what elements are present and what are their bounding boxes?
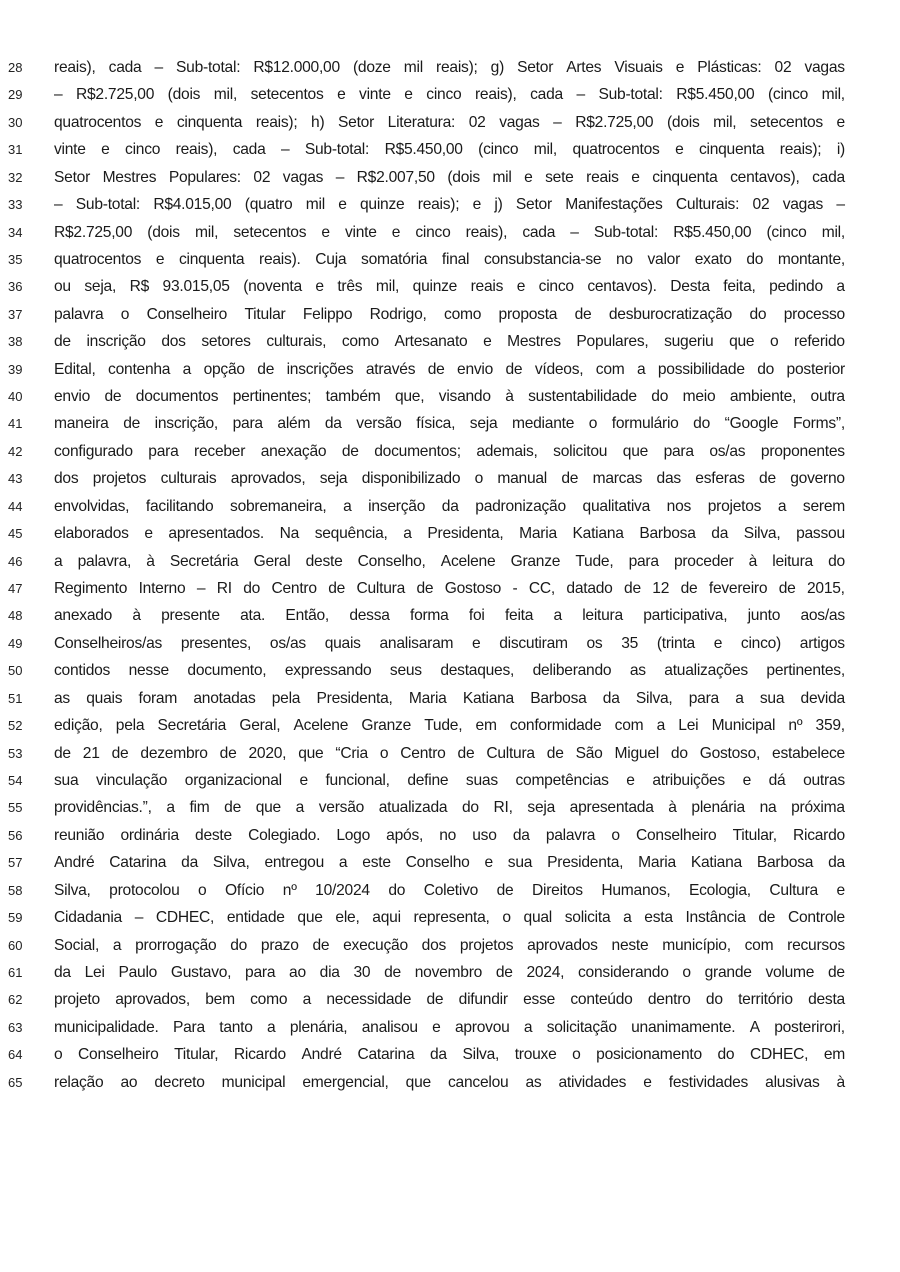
document-line — [0, 688, 900, 715]
document-line — [0, 523, 900, 550]
line-number: 41 — [8, 416, 23, 432]
document-line — [0, 633, 900, 660]
document-line — [0, 1072, 900, 1099]
line-number: 29 — [8, 87, 23, 103]
document-line — [0, 907, 900, 934]
line-text: Edital, contenha a opção de inscrições através de envio de vídeos, com a possibilidade do posterior — [54, 360, 845, 378]
document-line — [0, 167, 900, 194]
line-number: 64 — [8, 1047, 23, 1063]
line-number: 54 — [8, 772, 23, 788]
document-line — [0, 551, 900, 578]
line-number: 31 — [8, 142, 23, 158]
line-text: – R$2.725,00 (dois mil, setecentos e vinte e cinco reais), cada – Sub-total: R$5.450,00 (cinco mil, — [54, 86, 845, 104]
line-text: da Lei Paulo Gustavo, para ao dia 30 de novembro de 2024, considerando o grande volume de — [54, 963, 845, 981]
document-line — [0, 249, 900, 276]
document-line — [0, 112, 900, 139]
line-number: 39 — [8, 361, 23, 377]
line-text: dos projetos culturais aprovados, seja disponibilizado o manual de marcas das esferas de governo — [54, 470, 845, 488]
line-text: Social, a prorrogação do prazo de execução dos projetos aprovados neste município, com recursos — [54, 936, 845, 954]
line-number: 33 — [8, 197, 23, 213]
document-line — [0, 935, 900, 962]
document-line — [0, 989, 900, 1016]
line-number: 28 — [8, 60, 23, 75]
document-line — [0, 797, 900, 824]
line-text: de inscrição dos setores culturais, como Artesanato e Mestres Populares, sugeriu que o referido — [54, 333, 845, 351]
document-line — [0, 660, 900, 687]
line-number: 59 — [8, 910, 23, 926]
document-line — [0, 605, 900, 632]
line-text: reunião ordinária deste Colegiado. Logo após, no uso da palavra o Conselheiro Titular, Ricardo — [54, 826, 845, 844]
line-number: 30 — [8, 114, 23, 130]
line-number: 58 — [8, 882, 23, 898]
line-number: 47 — [8, 581, 23, 597]
line-text: André Catarina da Silva, entregou a este Conselho e sua Presidenta, Maria Katiana Barbosa da — [54, 854, 845, 872]
line-text: – Sub-total: R$4.015,00 (quatro mil e quinze reais); e j) Setor Manifestações Culturais: 02 vagas – — [54, 196, 845, 214]
line-number: 36 — [8, 279, 23, 295]
document-line — [0, 359, 900, 386]
line-number: 51 — [8, 690, 23, 706]
line-text: anexado à presente ata. Então, dessa forma foi feita a leitura participativa, junto aos/as — [54, 607, 845, 625]
line-text: envolvidas, facilitando sobremaneira, a inserção da padronização qualitativa nos projetos a serem — [54, 497, 845, 515]
line-text: elaborados e apresentados. Na sequência, a Presidenta, Maria Katiana Barbosa da Silva, passou — [54, 525, 845, 543]
line-text: relação ao decreto municipal emergencial, que cancelou as atividades e festividades alusivas à — [54, 1073, 845, 1091]
document-line — [0, 1044, 900, 1071]
line-number: 63 — [8, 1019, 23, 1035]
line-number: 50 — [8, 663, 23, 679]
line-text: Setor Mestres Populares: 02 vagas – R$2.007,50 (dois mil e sete reais e cinquenta centavos), cada — [54, 168, 845, 186]
line-text: de 21 de dezembro de 2020, que “Cria o Centro de Cultura de São Miguel do Gostoso, estabelece — [54, 744, 845, 762]
document-line — [0, 1017, 900, 1044]
line-number: 49 — [8, 635, 23, 651]
line-text: contidos nesse documento, expressando seus destaques, deliberando as atualizações pertinentes, — [54, 662, 845, 680]
document-line — [0, 770, 900, 797]
line-text: quatrocentos e cinquenta reais). Cuja somatória final consubstancia-se no valor exato do montante, — [54, 250, 845, 268]
line-text: palavra o Conselheiro Titular Felippo Rodrigo, como proposta de desburocratização do processo — [54, 305, 845, 323]
document-line — [0, 413, 900, 440]
line-number: 55 — [8, 800, 23, 816]
line-number: 65 — [8, 1074, 23, 1090]
line-text: projeto aprovados, bem como a necessidade de difundir esse conteúdo dentro do território desta — [54, 991, 845, 1009]
line-text: municipalidade. Para tanto a plenária, analisou e aprovou a solicitação unanimamente. A posterirori, — [54, 1018, 845, 1036]
line-text: configurado para receber anexação de documentos; ademais, solicitou que para os/as proponentes — [54, 442, 845, 460]
line-text: envio de documentos pertinentes; também que, visando à sustentabilidade do meio ambiente, outra — [54, 388, 845, 406]
line-text: R$2.725,00 (dois mil, setecentos e vinte e cinco reais), cada – Sub-total: R$5.450,00 (cinco mil, — [54, 223, 845, 241]
line-number: 61 — [8, 964, 23, 980]
line-number: 35 — [8, 251, 23, 267]
line-number: 56 — [8, 827, 23, 843]
document-line — [0, 852, 900, 879]
line-text: Regimento Interno – RI do Centro de Cultura de Gostoso - CC, datado de 12 de fevereiro de 2015, — [54, 580, 845, 598]
document-line — [0, 496, 900, 523]
line-text: Cidadania – CDHEC, entidade que ele, aqui representa, o qual solicita a esta Instância de Controle — [54, 909, 845, 927]
document-line — [0, 276, 900, 303]
line-number: 60 — [8, 937, 23, 953]
document-line — [0, 331, 900, 358]
line-text: reais), cada – Sub-total: R$12.000,00 (doze mil reais); g) Setor Artes Visuais e Plásticas: 02 vagas — [54, 59, 845, 76]
line-text: Conselheiros/as presentes, os/as quais analisaram e discutiram os 35 (trinta e cinco) artigos — [54, 634, 845, 652]
line-text: vinte e cinco reais), cada – Sub-total: R$5.450,00 (cinco mil, quatrocentos e cinquenta reais); i) — [54, 141, 845, 159]
line-number: 48 — [8, 608, 23, 624]
line-number: 37 — [8, 306, 23, 322]
document-line — [0, 743, 900, 770]
line-text: ou seja, R$ 93.015,05 (noventa e três mil, quinze reais e cinco centavos). Desta feita, pedindo a — [54, 278, 845, 296]
line-number: 40 — [8, 389, 23, 405]
line-text: quatrocentos e cinquenta reais); h) Setor Literatura: 02 vagas – R$2.725,00 (dois mil, setecentos e — [54, 113, 845, 131]
document-line — [0, 825, 900, 852]
line-text: o Conselheiro Titular, Ricardo André Catarina da Silva, trouxe o posicionamento do CDHEC, em — [54, 1046, 845, 1064]
line-text: Silva, protocolou o Ofício nº 10/2024 do Coletivo de Direitos Humanos, Ecologia, Cultura e — [54, 881, 845, 899]
line-number: 46 — [8, 553, 23, 569]
document-line — [0, 441, 900, 468]
document-line — [0, 304, 900, 331]
document-line — [0, 880, 900, 907]
document-line — [0, 57, 900, 84]
line-text: providências.”, a fim de que a versão atualizada do RI, seja apresentada à plenária na próxima — [54, 799, 845, 817]
line-text: edição, pela Secretária Geral, Acelene Granze Tude, em conformidade com a Lei Municipal nº 359, — [54, 717, 845, 735]
document-line — [0, 386, 900, 413]
document-line — [0, 222, 900, 249]
line-text: sua vinculação organizacional e funcional, define suas competências e atribuições e dá outras — [54, 771, 845, 789]
line-number: 57 — [8, 855, 23, 871]
document-line — [0, 139, 900, 166]
document-line — [0, 962, 900, 989]
document-line — [0, 578, 900, 605]
line-number: 43 — [8, 471, 23, 487]
document-page — [0, 57, 900, 1099]
line-number: 45 — [8, 526, 23, 542]
line-number: 32 — [8, 169, 23, 185]
line-number: 42 — [8, 443, 23, 459]
line-number: 53 — [8, 745, 23, 761]
line-number: 62 — [8, 992, 23, 1008]
document-line — [0, 194, 900, 221]
line-number: 52 — [8, 718, 23, 734]
line-number: 34 — [8, 224, 23, 240]
line-number: 44 — [8, 498, 23, 514]
document-line — [0, 715, 900, 742]
line-text: as quais foram anotadas pela Presidenta, Maria Katiana Barbosa da Silva, para a sua devida — [54, 689, 845, 707]
line-number: 38 — [8, 334, 23, 350]
document-line — [0, 84, 900, 111]
document-line — [0, 468, 900, 495]
line-text: a palavra, à Secretária Geral deste Conselho, Acelene Granze Tude, para proceder à leitura do — [54, 552, 845, 570]
line-text: maneira de inscrição, para além da versão física, seja mediante o formulário do “Google Forms”, — [54, 415, 845, 433]
